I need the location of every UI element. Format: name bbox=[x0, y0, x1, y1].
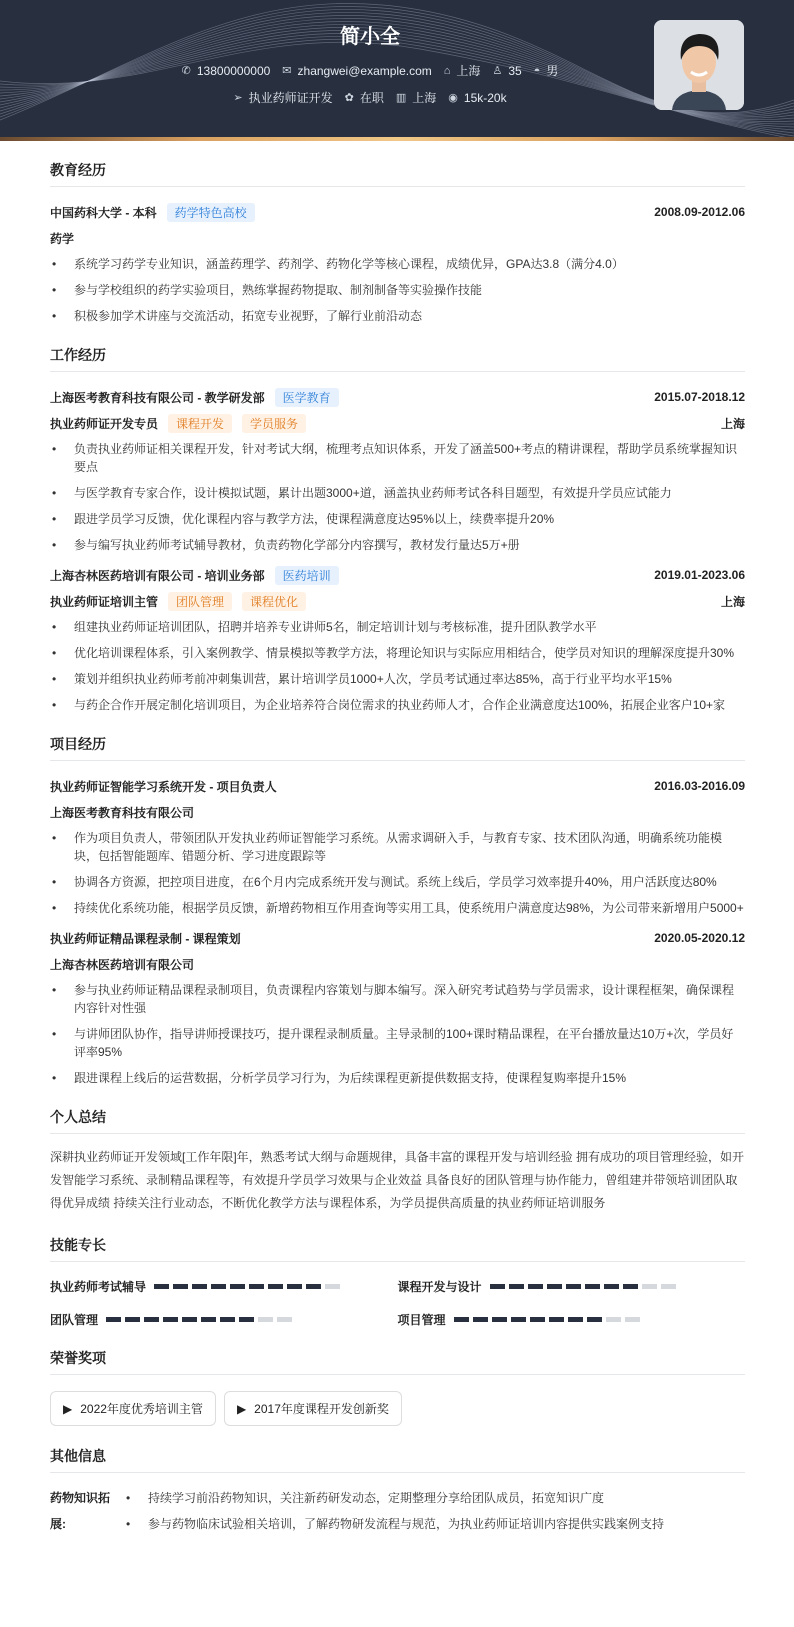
industry-tag: 医药培训 bbox=[275, 566, 339, 585]
role-tag: 课程开发 bbox=[168, 414, 232, 433]
skill-level-segment bbox=[306, 1284, 321, 1289]
work-section bbox=[50, 345, 745, 714]
skill-level-segment bbox=[473, 1317, 488, 1322]
skill-level-segment bbox=[547, 1284, 562, 1289]
skill-level-segment bbox=[623, 1284, 638, 1289]
skill-level-segment bbox=[490, 1284, 505, 1289]
phone-icon: ✆ bbox=[181, 65, 191, 77]
skill-level-bar bbox=[454, 1317, 640, 1322]
education-section bbox=[50, 160, 745, 325]
industry-tag: 医学教育 bbox=[275, 388, 339, 407]
resume-body bbox=[50, 160, 745, 1561]
award-name: 2022年度优秀培训主管 bbox=[80, 1402, 203, 1416]
status-icon: ✿ bbox=[344, 92, 354, 104]
skill-level-segment bbox=[211, 1284, 226, 1289]
bullet-list bbox=[50, 255, 745, 325]
bullet-list bbox=[50, 618, 745, 714]
bullet-item: • 与讲师团队协作，指导讲师授课技巧，提升课程录制质量。主导录制的100+课时精品课程，在平台播放量达10万+次，学员好评率95% bbox=[50, 1025, 745, 1061]
age-icon: ♙ bbox=[492, 65, 503, 77]
major: 药学 bbox=[50, 231, 75, 246]
project-section bbox=[50, 734, 745, 1087]
skill-level-segment bbox=[144, 1317, 159, 1322]
skill-level-segment bbox=[258, 1317, 273, 1322]
company-name: 上海杏林医药培训有限公司 - 培训业务部 bbox=[50, 568, 265, 583]
skills-section bbox=[50, 1235, 745, 1328]
skill-level-segment bbox=[511, 1317, 526, 1322]
skill-level-segment bbox=[661, 1284, 676, 1289]
skill-level-segment bbox=[192, 1284, 207, 1289]
project-name: 执业药师证智能学习系统开发 - 项目负责人 bbox=[50, 779, 277, 794]
skill-name: 课程开发与设计 bbox=[397, 1280, 482, 1294]
hometown: 上海 bbox=[456, 64, 481, 78]
skill-level-segment bbox=[277, 1317, 292, 1322]
job-intention: 执业药师证开发 bbox=[248, 91, 333, 105]
skill-level-segment bbox=[585, 1284, 600, 1289]
skill-level-bar bbox=[106, 1317, 292, 1322]
salary-icon: ◉ bbox=[448, 92, 458, 104]
skill-level-segment bbox=[642, 1284, 657, 1289]
triangle-icon: ▶ bbox=[63, 1401, 73, 1416]
skill-level-segment bbox=[239, 1317, 254, 1322]
skill-level-segment bbox=[625, 1317, 640, 1322]
job-status: 在职 bbox=[359, 91, 384, 105]
contact-row bbox=[0, 62, 740, 79]
bullet-item: • 参与药物临床试验相关培训，了解药物研发流程与规范，为执业药师证培训内容提供实践案例支持 bbox=[124, 1515, 745, 1533]
avatar bbox=[654, 20, 744, 110]
skill-name: 项目管理 bbox=[397, 1313, 446, 1327]
skill-level-segment bbox=[549, 1317, 564, 1322]
bullet-item: • 参与编写执业药师考试辅导教材，负责药物化学部分内容撰写，教材发行量达5万+册 bbox=[50, 536, 745, 554]
section-title: 个人总结 bbox=[50, 1107, 745, 1134]
date-range: 2019.01-2023.06 bbox=[654, 568, 745, 582]
skill-level-segment bbox=[587, 1317, 602, 1322]
other-section bbox=[50, 1446, 745, 1541]
skill-level-segment bbox=[528, 1284, 543, 1289]
gender-icon: ◓ bbox=[533, 64, 541, 77]
skill-level-segment bbox=[604, 1284, 619, 1289]
candidate-name: 简小全 bbox=[340, 26, 400, 48]
project-name: 执业药师证精品课程录制 - 课程策划 bbox=[50, 931, 241, 946]
mail-icon: ✉ bbox=[282, 65, 292, 77]
job-role: 执业药师证开发专员 bbox=[50, 416, 159, 431]
bullet-item: • 与医学教育专家合作，设计模拟试题，累计出题3000+道，涵盖执业药师考试各科目题型，有效提升学员应试能力 bbox=[50, 484, 745, 502]
section-title: 项目经历 bbox=[50, 734, 745, 761]
date-range: 2020.05-2020.12 bbox=[654, 931, 745, 945]
skill-level-segment bbox=[163, 1317, 178, 1322]
bullet-item: • 作为项目负责人，带领团队开发执业药师证智能学习系统。从需求调研入手，与教育专家、技术团队沟通，明确系统功能模块，包括智能题库、错题分析、学习进度跟踪等 bbox=[50, 829, 745, 865]
skill-level-segment bbox=[182, 1317, 197, 1322]
project-org: 上海杏林医药培训有限公司 bbox=[50, 957, 195, 972]
skill-level-segment bbox=[325, 1284, 340, 1289]
bullet-item: • 持续学习前沿药物知识，关注新药研发动态，定期整理分享给团队成员，拓宽知识广度 bbox=[124, 1489, 745, 1507]
bullet-item: • 参与执业药师证精品课程录制项目，负责课程内容策划与脚本编写。深入研究考试趋势与学员需求，设计课程框架，确保课程内容针对性强 bbox=[50, 981, 745, 1017]
bullet-list bbox=[50, 440, 745, 554]
award-item bbox=[224, 1391, 402, 1426]
bullet-item: • 协调各方资源，把控项目进度，在6个月内完成系统开发与测试。系统上线后，学员学习效率提升40%，用户活跃度达80% bbox=[50, 873, 745, 891]
award-name: 2017年度课程开发创新奖 bbox=[254, 1402, 389, 1416]
triangle-icon: ▶ bbox=[236, 1401, 247, 1416]
header-accent-line bbox=[0, 137, 794, 141]
section-title: 技能专长 bbox=[50, 1235, 745, 1262]
skill-level-segment bbox=[566, 1284, 581, 1289]
project-org: 上海医考教育科技有限公司 bbox=[50, 805, 195, 820]
skill-name: 执业药师考试辅导 bbox=[50, 1280, 147, 1294]
bullet-list bbox=[50, 981, 745, 1087]
section-title: 荣誉奖项 bbox=[50, 1348, 745, 1375]
date-range: 2015.07-2018.12 bbox=[654, 390, 745, 404]
job-row bbox=[0, 89, 740, 106]
skill-level-segment bbox=[220, 1317, 235, 1322]
skill-item bbox=[50, 1278, 398, 1295]
role-tag: 课程优化 bbox=[242, 592, 306, 611]
skill-level-segment bbox=[606, 1317, 621, 1322]
summary-section bbox=[50, 1107, 745, 1215]
location: 上海 bbox=[720, 416, 745, 431]
skill-level-bar bbox=[490, 1284, 676, 1289]
school-tag: 药学特色高校 bbox=[167, 203, 255, 222]
location: 上海 bbox=[720, 594, 745, 609]
bullet-list bbox=[50, 829, 745, 917]
send-icon: ➢ bbox=[233, 92, 243, 104]
role-tag: 学员服务 bbox=[242, 414, 306, 433]
skill-level-segment bbox=[492, 1317, 507, 1322]
bullet-item: • 组建执业药师证培训团队，招聘并培养专业讲师5名，制定培训计划与考核标准，提升团队教学水平 bbox=[50, 618, 745, 636]
skill-level-segment bbox=[201, 1317, 216, 1322]
role-tag: 团队管理 bbox=[168, 592, 232, 611]
section-title: 工作经历 bbox=[50, 345, 745, 372]
bullet-item: • 优化培训课程体系，引入案例教学、情景模拟等教学方法，将理论知识与实际应用相结合，使学员对知识的理解深度提升30% bbox=[50, 644, 745, 662]
skill-item bbox=[398, 1278, 746, 1295]
bullet-item: • 系统学习药学专业知识，涵盖药理学、药剂学、药物化学等核心课程，成绩优异，GPA达3.8（满分4.0） bbox=[50, 255, 745, 273]
skill-name: 团队管理 bbox=[50, 1313, 99, 1327]
date-range: 2008.09-2012.06 bbox=[654, 205, 745, 219]
section-title: 其他信息 bbox=[50, 1446, 745, 1473]
skill-level-segment bbox=[287, 1284, 302, 1289]
building-icon: ▥ bbox=[395, 92, 407, 104]
bullet-list bbox=[124, 1485, 745, 1541]
phone: 13800000000 bbox=[196, 63, 271, 78]
skill-level-segment bbox=[568, 1317, 583, 1322]
bullet-item: • 持续优化系统功能，根据学员反馈，新增药物相互作用查询等实用工具，使系统用户满意度达98%，为公司带来新增用户5000+ bbox=[50, 899, 745, 917]
target-city: 上海 bbox=[412, 91, 437, 105]
skill-item bbox=[398, 1311, 746, 1328]
job-role: 执业药师证培训主管 bbox=[50, 594, 159, 609]
bullet-item: • 跟进课程上线后的运营数据，分析学员学习行为，为后续课程更新提供数据支持，使课程复购率提升15% bbox=[50, 1069, 745, 1087]
skill-level-segment bbox=[454, 1317, 469, 1322]
skill-level-segment bbox=[125, 1317, 140, 1322]
age: 35 bbox=[508, 63, 522, 78]
bullet-item: • 积极参加学术讲座与交流活动，拓宽专业视野，了解行业前沿动态 bbox=[50, 307, 745, 325]
skill-level-segment bbox=[530, 1317, 545, 1322]
summary-text: 深耕执业药师证开发领域[工作年限]年，熟悉考试大纲与命题规律，具备丰富的课程开发与培训经验 拥有成功的项目管理经验，如开发智能学习系统、录制精品课程等，有效提升学员学习效果与企业效益 具备良好的团队管理与协作能力，曾组建并带领培训团队取得优异成绩 持续关注行业动态，不断优化教学方法与课程体系，为学员提供高质量的执业药师证培训服务 bbox=[50, 1150, 745, 1210]
skill-level-segment bbox=[154, 1284, 169, 1289]
skill-level-segment bbox=[268, 1284, 283, 1289]
awards-section bbox=[50, 1348, 745, 1426]
company-name: 上海医考教育科技有限公司 - 教学研发部 bbox=[50, 390, 265, 405]
skill-level-bar bbox=[154, 1284, 340, 1289]
date-range: 2016.03-2016.09 bbox=[654, 779, 745, 793]
bullet-item: • 策划并组织执业药师考前冲刺集训营，累计培训学员1000+人次，学员考试通过率达85%，高于行业平均水平15% bbox=[50, 670, 745, 688]
bullet-item: • 负责执业药师证相关课程开发，针对考试大纲，梳理考点知识体系，开发了涵盖500+考点的精讲课程，帮助学员系统掌握知识要点 bbox=[50, 440, 745, 476]
skill-level-segment bbox=[249, 1284, 264, 1289]
section-title: 教育经历 bbox=[50, 160, 745, 187]
bullet-item: • 与药企合作开展定制化培训项目，为企业培养符合岗位需求的执业药师人才，合作企业满意度达100%，拓展企业客户10+家 bbox=[50, 696, 745, 714]
resume-header bbox=[0, 0, 794, 137]
skill-level-segment bbox=[509, 1284, 524, 1289]
skill-level-segment bbox=[173, 1284, 188, 1289]
bullet-item: • 跟进学员学习反馈，优化课程内容与教学方法，使课程满意度达95%以上，续费率提升20% bbox=[50, 510, 745, 528]
skill-level-segment bbox=[106, 1317, 121, 1322]
award-item bbox=[50, 1391, 216, 1426]
email: zhangwei@example.com bbox=[297, 63, 432, 78]
salary: 15k-20k bbox=[463, 90, 507, 105]
school-name: 中国药科大学 - 本科 bbox=[50, 205, 157, 220]
home-icon: ⌂ bbox=[443, 64, 451, 77]
skill-level-segment bbox=[230, 1284, 245, 1289]
bullet-item: • 参与学校组织的药学实验项目，熟练掌握药物提取、制剂制备等实验操作技能 bbox=[50, 281, 745, 299]
other-label: 药物知识拓展: bbox=[50, 1491, 111, 1531]
gender: 男 bbox=[546, 64, 559, 78]
skill-item bbox=[50, 1311, 398, 1328]
